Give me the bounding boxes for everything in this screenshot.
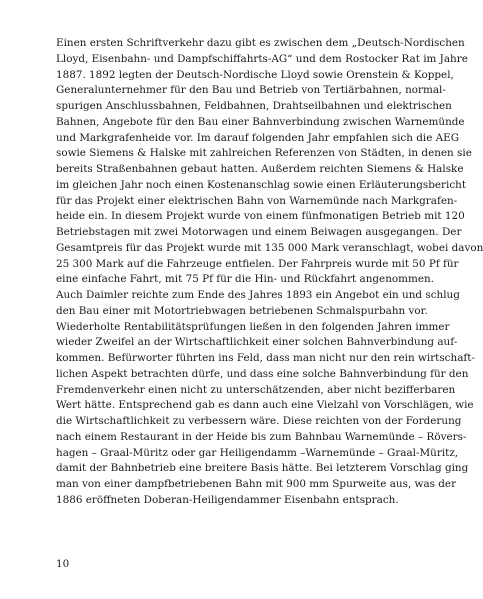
text-line: Wiederholte Rentabilitätsprüfungen ließen in den folgenden Jahren immer: [56, 320, 450, 333]
text-line: Wert hätte. Entsprechend gab es dann auch eine Vielzahl von Vorschlägen, wie: [56, 399, 474, 412]
text-line: wieder Zweifel an der Wirtschaftlichkeit einer solchen Bahnverbindung auf-: [56, 336, 458, 349]
text-line: kommen. Befürworter führten ins Feld, dass man nicht nur den rein wirtschaft-: [56, 352, 475, 364]
text-line: für das Projekt einer elektrischen Bahn von Warnemünde nach Markgrafen-: [56, 194, 458, 207]
text-line: und Markgrafenheide vor. Im darauf folgenden Jahr empfahlen sich die AEG: [56, 131, 460, 144]
text-line: Lloyd, Eisenbahn- und Dampfschiffahrts-AG“ und dem Rostocker Rat im Jahre: [56, 52, 468, 65]
text-line: den Bau einer mit Motortriebwagen betriebenen Schmalspurbahn vor.: [56, 304, 428, 317]
text-line: damit der Bahnbetrieb eine breitere Basis hätte. Bei letzterem Vorschlag ging: [56, 462, 469, 475]
text-line: hagen – Graal-Müritz oder gar Heiligendamm –Warnemünde – Graal-Müritz,: [56, 446, 459, 459]
text-line: nach einem Restaurant in der Heide bis zum Bahnbau Warnemünde – Rövers-: [56, 430, 467, 443]
text-line: Bahnen, Angebote für den Bau einer Bahnverbindung zwischen Warnemünde: [56, 115, 465, 128]
text-line: heide ein. In diesem Projekt wurde von einem fünfmonatigen Betrieb mit 120: [56, 210, 465, 223]
page-number: 10: [56, 558, 70, 570]
text-line: Fremdenverkehr einen nicht zu unterschätzenden, aber nicht bezifferbaren: [56, 383, 456, 396]
text-line: Gesamtpreis für das Projekt wurde mit 135 000 Mark veranschlagt, wobei davon: [56, 241, 483, 254]
text-line: im gleichen Jahr noch einen Kostenanschlag sowie einen Erläuterungsbericht: [56, 178, 467, 191]
text-line: Auch Daimler reichte zum Ende des Jahres 1893 ein Angebot ein und schlug: [56, 289, 460, 301]
text-line: 1887. 1892 legten der Deutsch-Nordische Lloyd sowie Orenstein & Koppel,: [56, 68, 454, 81]
text-line: bereits Straßenbahnen gebaut hatten. Außerdem reichten Siemens & Halske: [56, 163, 464, 175]
text-line: Betriebstagen mit zwei Motorwagen und einem Beiwagen ausgegangen. Der: [56, 226, 462, 238]
text-line: Generalunternehmer für den Bau und Betrieb von Tertiärbahnen, normal-: [56, 84, 446, 97]
text-line: eine einfache Fahrt, mit 75 Pf für die Hin- und Rückfahrt angenommen.: [56, 273, 434, 286]
text-line: 1886 eröffneten Doberan-Heiligendammer Eisenbahn entsprach.: [56, 493, 399, 506]
text-line: man von einer dampfbetriebenen Bahn mit 900 mm Spurweite aus, was der: [56, 478, 457, 490]
text-line: sowie Siemens & Halske mit zahlreichen Referenzen von Städten, in denen sie: [56, 147, 472, 160]
text-line: lichen Aspekt betrachten dürfe, und dass eine solche Bahnverbindung für den: [56, 367, 469, 380]
text-line: 25 300 Mark auf die Fahrzeuge entfielen. Der Fahrpreis wurde mit 50 Pf für: [56, 257, 459, 270]
body-text: [56, 36, 483, 509]
text-line: die Wirtschaftlichkeit zu verbessern wäre. Diese reichten von der Forderung: [56, 415, 462, 427]
text-line: spurigen Anschlussbahnen, Feldbahnen, Drahtseilbahnen und elektrischen: [56, 100, 452, 112]
text-line: Einen ersten Schriftverkehr dazu gibt es zwischen dem „Deutsch-Nordischen: [56, 37, 465, 49]
